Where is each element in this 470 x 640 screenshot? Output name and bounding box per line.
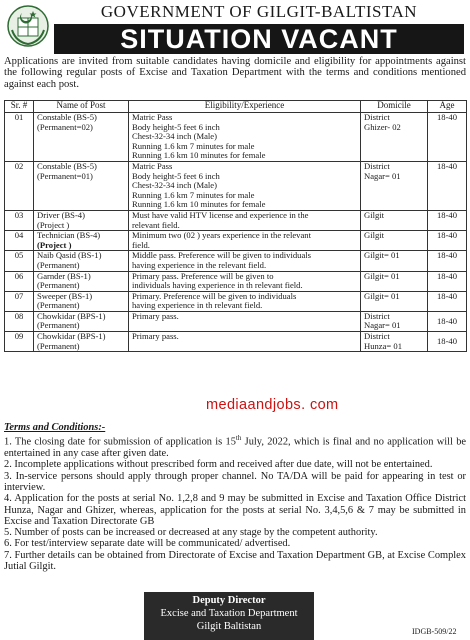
eligibility-line: Primary pass. [132,331,179,342]
post-status: (Permanent=01) [37,170,93,181]
domicile-line: District [364,310,390,321]
domicile-quota: Hunza= 01 [364,340,403,351]
cell-eligibility [129,210,361,230]
cell-post [34,291,129,311]
signatory-department: Excise and Taxation Department [160,608,298,619]
eligibility-line: relevant field. [132,219,180,230]
eligibility-line: Running 1.6 km 7 minutes for male [132,189,255,200]
posts-table [4,100,467,352]
cell-age: 18-40 [428,161,467,210]
term-item: 7. Further details can be obtained from Directorate of Excise and Taxation Department GB, at Excise Complex Jutial Gilgit. [4,549,466,573]
eligibility-line: Minimum two (02 ) years experience in the relevant [132,230,311,241]
domicile-line: Gilgit= 01 [364,290,400,301]
post-status: (Permanent) [37,259,80,270]
table-row [5,332,467,352]
cell-age: 18-40 [428,291,467,311]
domicile-line: District [364,112,390,122]
cell-sr: 04 [5,231,34,251]
watermark-text: mediaandjobs. com [206,397,339,413]
terms-title: Terms and Conditions:- [4,422,106,433]
cell-age: 18-40 [428,332,467,352]
cell-domicile [361,271,428,291]
term-item: 6. For test/interview separate date will be communicated/ advertised. [4,538,291,550]
cell-age: 18-40 [428,210,467,230]
post-status: (Permanent) [37,320,80,331]
post-name: Constable (BS-5) [37,112,97,122]
post-name: Technician (BS-4) [37,230,101,241]
cell-age: 18-40 [428,113,467,162]
post-status: (Permanent) [37,280,80,291]
post-status: (Permanent) [37,300,80,311]
eligibility-line: Primary pass. Preference will be given to [132,270,274,281]
cell-age: 18-40 [428,311,467,331]
cell-sr: 07 [5,291,34,311]
cell-sr: 05 [5,251,34,271]
eligibility-line: Running 1.6 km 10 minutes for female [132,199,266,210]
cell-post [34,271,129,291]
col-header-eligibility: Eligibility/Experience [129,101,361,113]
post-name: Chowkidar (BPS-1) [37,310,106,321]
domicile-line: Gilgit [364,209,385,220]
table-row [5,161,467,210]
domicile-line: Gilgit= 01 [364,270,400,281]
eligibility-line: Matric Pass [132,160,173,171]
cell-post [34,231,129,251]
eligibility-line: having experience in th relevant field. [132,300,263,311]
term-item: 1. The closing date for submission of application is 15th July, 2022, which is final and no application will be entertained in any case after given date. [4,434,467,460]
eligibility-line: Middle pass. Preference will be given to individuals [132,250,311,261]
post-name: Naib Qasid (BS-1) [37,250,102,261]
col-header-post: Name of Post [34,101,129,113]
cell-post [34,251,129,271]
table-row [5,113,467,162]
cell-domicile [361,161,428,210]
cell-eligibility [129,161,361,210]
post-name: Chowkidar (BPS-1) [37,331,106,342]
cell-domicile [361,113,428,162]
post-name: Garnder (BS-1) [37,270,91,281]
cell-age: 18-40 [428,231,467,251]
post-name: Constable (BS-5) [37,160,97,171]
cell-sr: 03 [5,210,34,230]
eligibility-line: Primary. Preference will be given to individuals [132,290,297,301]
eligibility-line: Running 1.6 km 7 minutes for male [132,140,255,151]
domicile-quota: Nagar= 01 [364,320,401,331]
cell-eligibility [129,251,361,271]
table-row [5,251,467,271]
page-title: SITUATION VACANT [54,24,464,54]
cell-eligibility [129,311,361,331]
eligibility-line: Body height-5 feet 6 inch [132,170,220,181]
cell-eligibility [129,332,361,352]
domicile-line: District [364,331,390,342]
eligibility-line: field. [132,239,150,250]
col-header-age: Age [428,101,467,113]
eligibility-line: Chest-32-34 inch (Male) [132,180,217,191]
term-item: 5. Number of posts can be increased or decreased at any stage by the competent authority. [4,527,378,539]
cell-domicile [361,291,428,311]
post-name: Driver (BS-4) [37,209,85,220]
intro-paragraph: Applications are invited from suitable candidates having domicile and eligibility for appointments against the following regular posts of Excise and Taxation Department with the terms and conditions mentioned against each post. [4,56,466,90]
cell-age: 18-40 [428,251,467,271]
cell-post [34,210,129,230]
domicile-line: Gilgit= 01 [364,250,400,261]
cell-domicile [361,231,428,251]
cell-post [34,332,129,352]
table-header-row [5,101,467,113]
col-header-domicile: Domicile [361,101,428,113]
cell-domicile [361,251,428,271]
eligibility-line: individuals having experience in th relevant field. [132,280,303,291]
cell-post [34,161,129,210]
terms-section [4,422,466,572]
cell-sr: 02 [5,161,34,210]
table-row [5,311,467,331]
cell-domicile [361,210,428,230]
term-item: 3. In-service persons should apply through proper channel. No TA/DA will be paid for appearing in test or interview. [4,470,466,493]
cell-post [34,311,129,331]
cell-eligibility [129,231,361,251]
table-row [5,210,467,230]
term-item: 2. Incomplete applications without prescribed form and received after due date, will not be entertained. [4,459,433,471]
domicile-quota: Nagar= 01 [364,170,401,181]
domicile-line: Gilgit [364,230,385,241]
signatory-region: Gilgit Baltistan [196,621,262,632]
cell-sr: 08 [5,311,34,331]
eligibility-line: Body height-5 feet 6 inch [132,121,220,132]
post-status: (Project ) [37,239,72,250]
post-status: (Permanent) [37,340,80,351]
post-status: (Project ) [37,219,70,230]
table-row [5,231,467,251]
post-status: (Permanent=02) [37,121,93,132]
signature-block [144,592,314,640]
post-name: Sweeper (BS-1) [37,290,93,301]
cell-sr: 01 [5,113,34,162]
eligibility-line: Must have valid HTV license and experience in the [132,209,309,220]
domicile-line: District [364,160,390,171]
col-header-sr: Sr. # [5,101,34,113]
table-row [5,271,467,291]
cell-sr: 06 [5,271,34,291]
eligibility-line: Primary pass. [132,310,179,321]
reference-number: IDGB-509/22 [412,627,457,636]
table-body [5,113,467,352]
cell-domicile [361,332,428,352]
cell-post [34,113,129,162]
eligibility-line: Chest-32-34 inch (Male) [132,131,217,142]
term-item: 4. Application for the posts at serial No. 1,2,8 and 9 may be submitted in Excise and Taxation Office District Hunza, Nagar and Ghizer, whereas, application for the posts at serial No. 3,4,5,6 & 7 may be submitted in Excise and Taxation Directorate GB [4,493,466,527]
eligibility-line: having experience in the relevant field. [132,259,267,270]
cell-eligibility [129,113,361,162]
cell-eligibility [129,291,361,311]
pakistan-government-emblem-icon [6,4,50,48]
table-row [5,291,467,311]
domicile-quota: Ghizer- 02 [364,121,401,132]
signatory-title: Deputy Director [192,595,266,606]
eligibility-line: Matric Pass [132,112,173,122]
cell-sr: 09 [5,332,34,352]
eligibility-line: Running 1.6 km 10 minutes for female [132,150,266,161]
cell-eligibility [129,271,361,291]
government-heading: GOVERNMENT OF GILGIT-BALTISTAN [100,2,418,21]
cell-age: 18-40 [428,271,467,291]
cell-domicile [361,311,428,331]
